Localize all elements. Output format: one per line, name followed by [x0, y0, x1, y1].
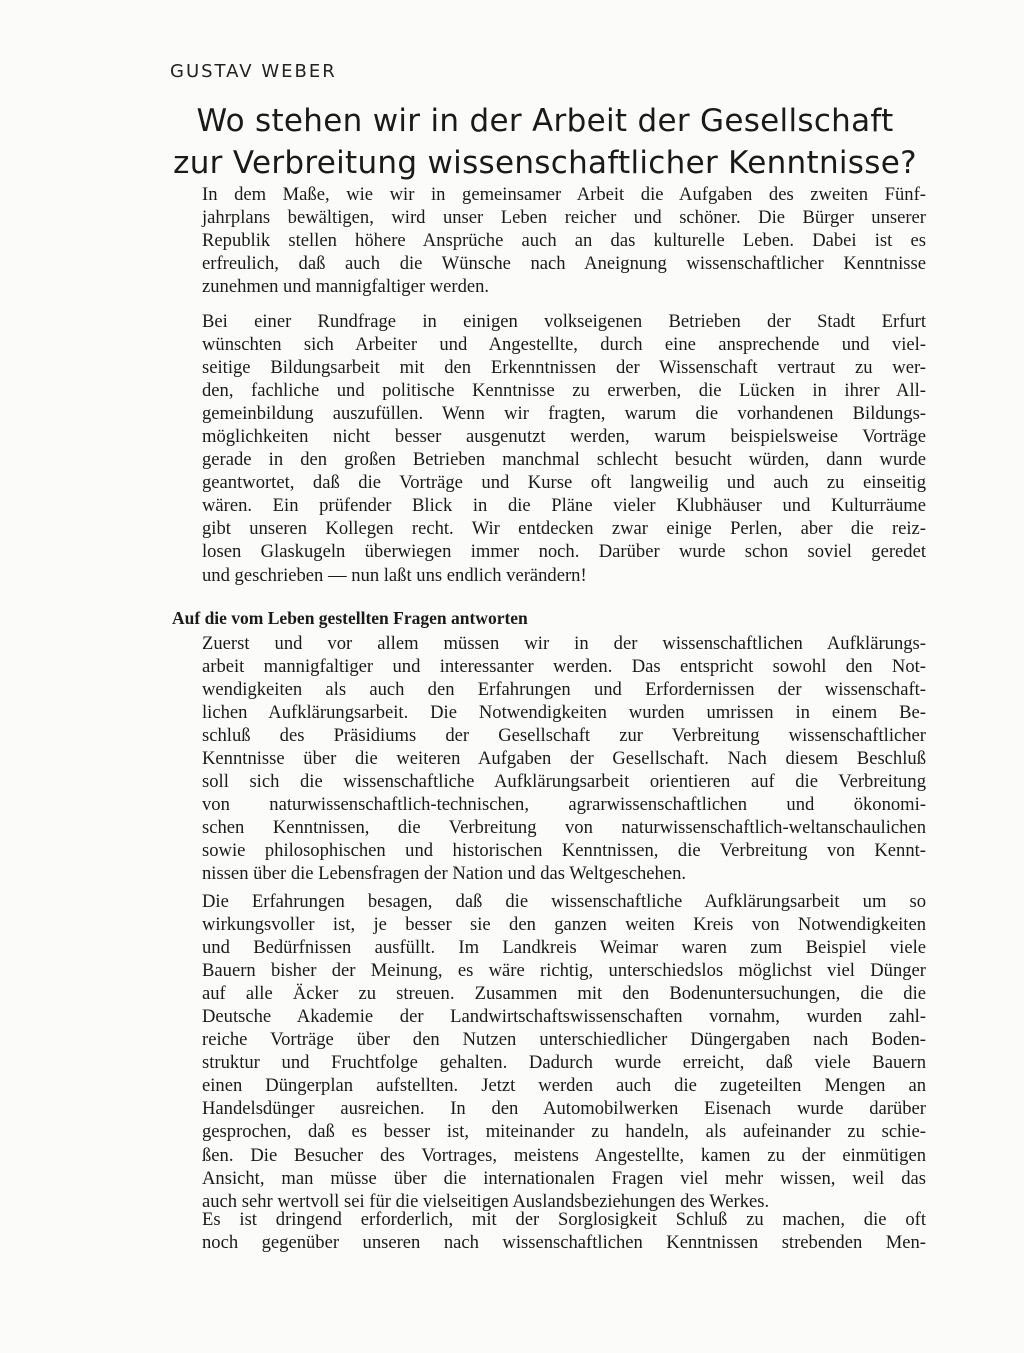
text-line: zunehmen und mannigfaltiger werden.	[202, 276, 490, 298]
text-line: und geschrieben — nun laßt uns endlich verändern!	[202, 564, 587, 586]
text-line: erfreulich, daß auch die Wünsche nach Aneignung wissenschaftlicher Kenntnisse	[202, 253, 926, 275]
text-line: lichen Aufklärungsarbeit. Die Notwendigkeiten wurden umrissen in einem Be-	[202, 702, 926, 724]
section-heading: Auf die vom Leben gestellten Fragen antworten	[172, 608, 528, 628]
text-line: wirkungsvoller ist, je besser sie den ganzen weiten Kreis von Notwendigkeiten	[202, 914, 926, 936]
text-line: gesprochen, daß es besser ist, miteinander zu handeln, als aufeinander zu schie-	[202, 1121, 926, 1143]
text-line: sowie philosophischen und historischen Kenntnissen, die Verbreitung von Kennt-	[202, 840, 926, 862]
text-line: wendigkeiten als auch den Erfahrungen und Erfordernissen der wissenschaft-	[202, 679, 926, 701]
text-line: reiche Vorträge über den Nutzen unterschiedlicher Düngergaben nach Boden-	[202, 1029, 926, 1051]
text-line: Bei einer Rundfrage in einigen volkseigenen Betrieben der Stadt Erfurt	[202, 311, 926, 332]
text-line: auf alle Äcker zu streuen. Zusammen mit den Bodenuntersuchungen, die die	[202, 983, 926, 1005]
paragraph-5	[172, 1208, 926, 1254]
text-line: noch gegenüber unseren nach wissenschaftlichen Kenntnissen strebenden Men-	[202, 1232, 926, 1254]
text-line: In dem Maße, wie wir in gemeinsamer Arbeit die Aufgaben des zweiten Fünf-	[202, 184, 926, 205]
text-line: Es ist dringend erforderlich, mit der Sorglosigkeit Schluß zu machen, die oft	[202, 1209, 926, 1230]
text-line: Kenntnisse über die weiteren Aufgaben der Gesellschaft. Nach diesem Beschluß	[202, 748, 926, 770]
text-line: Die Erfahrungen besagen, daß die wissenschaftliche Aufklärungsarbeit um so	[202, 891, 926, 912]
text-line: arbeit mannigfaltiger und interessanter werden. Das entspricht sowohl den Not-	[202, 656, 926, 678]
paragraph-4	[172, 890, 926, 1213]
paragraph-1	[172, 183, 926, 298]
text-line: auch sehr wertvoll sei für die vielseitigen Auslandsbeziehungen des Werkes.	[202, 1190, 770, 1212]
author-name: GUSTAV WEBER	[170, 61, 337, 82]
text-line: gerade in den großen Betrieben manchmal schlecht besucht würden, dann wurde	[202, 449, 926, 471]
text-line: Bauern bisher der Meinung, es wäre richtig, unterschiedslos möglichst viel Dünger	[202, 960, 926, 982]
text-line: losen Glaskugeln überwiegen immer noch. Darüber wurde schon soviel geredet	[202, 541, 926, 563]
text-line: soll sich die wissenschaftliche Aufklärungsarbeit orientieren auf die Verbreitung	[202, 771, 926, 793]
text-line: struktur und Fruchtfolge gehalten. Dadurch wurde erreicht, daß viele Bauern	[202, 1052, 926, 1074]
title-line-2: zur Verbreitung wissenschaftlicher Kenntnisse?	[173, 145, 917, 181]
text-line: Zuerst und vor allem müssen wir in der wissenschaftlichen Aufklärungs-	[202, 633, 926, 654]
paragraph-body	[172, 310, 926, 587]
text-line: geantwortet, daß die Vorträge und Kurse oft langweilig und auch zu einseitig	[202, 472, 926, 494]
text-line: schluß des Präsidiums der Gesellschaft zur Verbreitung wissenschaftlicher	[202, 725, 926, 747]
text-line: nissen über die Lebensfragen der Nation und das Weltgeschehen.	[202, 863, 687, 885]
text-line: ßen. Die Besucher des Vortrages, meistens Angestellte, kamen zu der einmütigen	[202, 1144, 926, 1166]
paragraph-3	[172, 632, 926, 886]
paragraph-body	[172, 632, 926, 886]
text-line: einen Düngerplan aufstellten. Jetzt werden auch die zugeteilten Mengen an	[202, 1075, 926, 1097]
text-line: Handelsdünger ausreichen. In den Automobilwerken Eisenach wurde darüber	[202, 1098, 926, 1120]
text-line: seitige Bildungsarbeit mit den Erkenntnissen der Wissenschaft vertraut zu wer-	[202, 357, 926, 379]
text-line: wünschten sich Arbeiter und Angestellte, durch eine ansprechende und viel-	[202, 334, 926, 356]
text-line: Ansicht, man müsse über die internationalen Fragen viel mehr wissen, weil das	[202, 1167, 926, 1189]
text-line: den, fachliche und politische Kenntnisse zu erwerben, die Lücken in ihrer All-	[202, 380, 926, 402]
text-line: schen Kenntnissen, die Verbreitung von naturwissenschaftlich-weltanschaulichen	[202, 817, 926, 839]
text-line: möglichkeiten nicht besser ausgenutzt werden, warum beispielsweise Vorträge	[202, 426, 926, 448]
text-line: Deutsche Akademie der Landwirtschaftswissenschaften vornahm, wurden zahl-	[202, 1006, 926, 1028]
paragraph-body	[172, 890, 926, 1213]
title-line-1: Wo stehen wir in der Arbeit der Gesellschaft	[196, 103, 894, 139]
text-line: von naturwissenschaftlich-technischen, agrarwissenschaftlichen und ökonomi-	[202, 794, 926, 816]
text-line: gibt unseren Kollegen recht. Wir entdecken zwar einige Perlen, aber die reiz-	[202, 518, 926, 540]
text-line: gemeinbildung auszufüllen. Wenn wir fragten, warum die vorhandenen Bildungs-	[202, 403, 926, 425]
text-line: Republik stellen höhere Ansprüche auch an das kulturelle Leben. Dabei ist es	[202, 230, 926, 252]
text-line: und Bedürfnissen ausfüllt. Im Landkreis Weimar waren zum Beispiel viele	[202, 937, 926, 959]
paragraph-body	[172, 1208, 926, 1254]
text-line: wären. Ein prüfender Blick in die Pläne vieler Klubhäuser und Kulturräume	[202, 495, 926, 517]
paragraph-2	[172, 310, 926, 587]
paragraph-body	[172, 183, 926, 298]
article-title	[160, 100, 930, 184]
text-line: jahrplans bewältigen, wird unser Leben reicher und schöner. Die Bürger unserer	[202, 207, 926, 229]
